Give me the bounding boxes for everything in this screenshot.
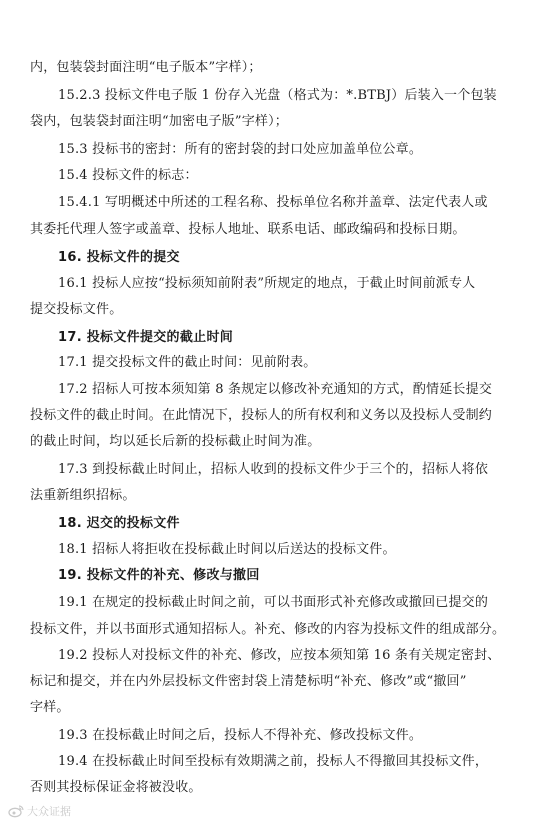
- text-line: 15.4 投标文件的标志：: [58, 168, 198, 183]
- weibo-logo-icon: [8, 804, 24, 818]
- text-line: 否则其投标保证金将被没收。: [30, 780, 202, 795]
- text-line: 投标文件，并以书面形式通知招标人。补充、修改的内容为投标文件的组成部分。: [30, 622, 506, 637]
- text-line: 19.4 在投标截止时间至投标有效期满之前，投标人不得撤回其投标文件，: [58, 754, 489, 769]
- text-line: 19.3 在投标截止时间之后，投标人不得补充、修改投标文件。: [58, 728, 423, 743]
- text-line: 标记和提交，并在内外层投标文件密封袋上清楚标明“补充、修改”或“撤回”: [30, 674, 467, 689]
- text-line: 15.2.3 投标文件电子版 1 份存入光盘（格式为：*.BTBJ）后装入一个包装: [58, 88, 497, 103]
- text-line: 袋内，包装袋封面注明“加密电子版”字样）；: [30, 114, 288, 129]
- text-line: 内，包装袋封面注明“电子版本”字样）；: [30, 60, 262, 75]
- text-line: 16.1 投标人应按“投标须知前附表”所规定的地点，于截止时间前派专人: [58, 276, 476, 291]
- text-line: 提交投标文件。: [30, 302, 123, 317]
- text-line: 投标文件的截止时间。在此情况下，投标人的所有权利和义务以及投标人受制约: [30, 408, 493, 423]
- section-heading-16: 16. 投标文件的提交: [58, 250, 180, 265]
- text-line: 19.1 在规定的投标截止时间之前，可以书面形式补充修改或撤回已提交的: [58, 595, 489, 610]
- text-line: 17.2 招标人可按本须知第 8 条规定以修改补充通知的方式，酌情延长提交: [58, 382, 493, 397]
- text-line: 15.3 投标书的密封：所有的密封袋的封口处应加盖单位公章。: [58, 142, 423, 157]
- text-line: 的截止时间，均以延长后新的投标截止时间为准。: [30, 434, 321, 449]
- watermark: [8, 803, 71, 819]
- text-line: 19.2 投标人对投标文件的补充、修改，应按本须知第 16 条有关规定密封、: [58, 648, 501, 663]
- text-line: 法重新组织招标。: [30, 488, 136, 503]
- watermark-text: 大众证据: [27, 805, 71, 818]
- text-line: 18.1 招标人将拒收在投标截止时间以后送达的投标文件。: [58, 542, 396, 557]
- text-line: 15.4.1 写明概述中所述的工程名称、投标单位名称并盖章、法定代表人或: [58, 195, 488, 210]
- text-line: 17.3 到投标截止时间止，招标人收到的投标文件少于三个的，招标人将依: [58, 462, 489, 477]
- section-heading-19: 19. 投标文件的补充、修改与撤回: [58, 568, 260, 583]
- text-line: 其委托代理人签字或盖章、投标人地址、联系电话、邮政编码和投标日期。: [30, 222, 466, 237]
- section-heading-18: 18. 迟交的投标文件: [58, 516, 180, 531]
- text-line: 17.1 提交投标文件的截止时间：见前附表。: [58, 355, 317, 370]
- section-heading-17: 17. 投标文件提交的截止时间: [58, 330, 234, 345]
- text-line: 字样。: [30, 700, 70, 715]
